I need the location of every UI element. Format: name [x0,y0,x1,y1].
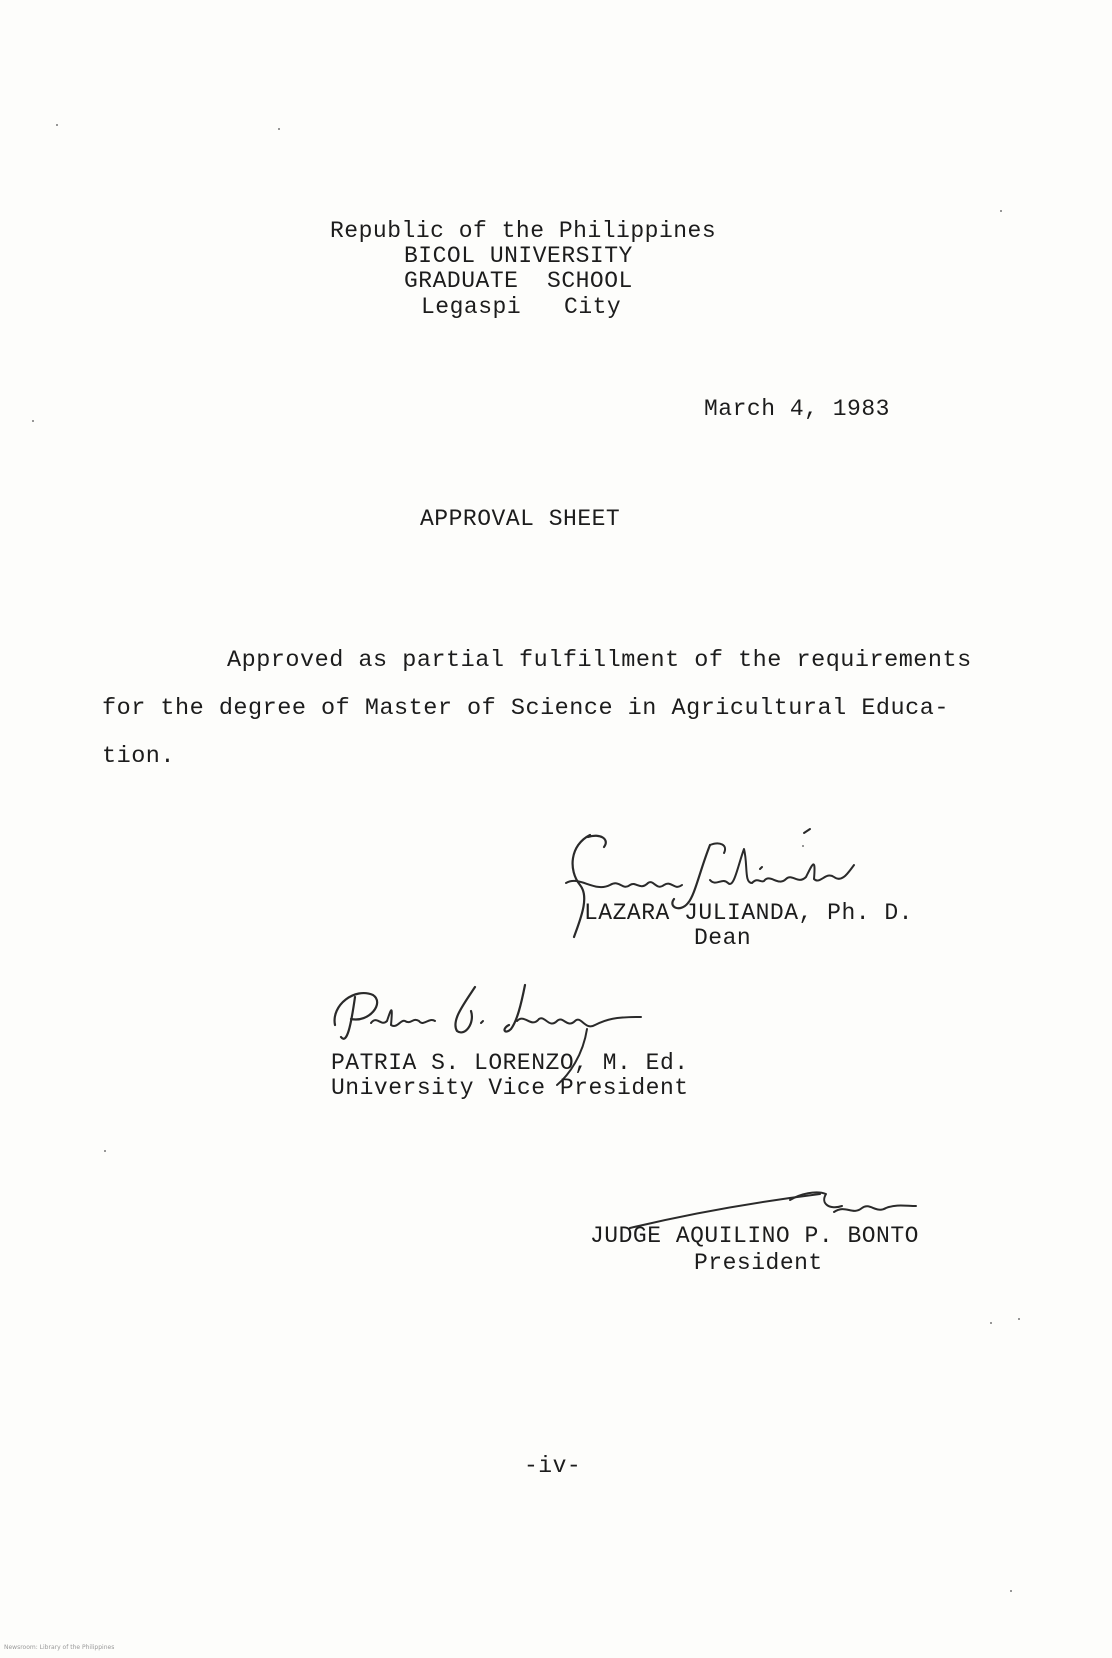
letterhead-line-republic: Republic of the Philippines [330,218,717,244]
scan-speck [990,1322,992,1324]
scan-speck [32,420,34,422]
body-line-1: Approved as partial fulfillment of the requirements [227,647,972,674]
signatory-2-title: University Vice President [331,1075,689,1101]
signatory-1-name: LAZARA JULIANDA, Ph. D. [584,900,913,926]
page-number: -iv- [524,1453,582,1479]
scan-speck [56,124,58,126]
signatory-1-title: Dean [694,925,752,951]
body-line-3: tion. [102,743,176,770]
signatory-3-name: JUDGE AQUILINO P. BONTO [590,1223,919,1249]
scan-speck [1000,210,1002,212]
letterhead-line-university: BICOL UNIVERSITY [404,243,633,269]
scan-speck [1010,1590,1012,1592]
scan-speck [1018,1318,1020,1320]
scan-speck [278,128,280,130]
letterhead-line-school: GRADUATE SCHOOL [404,268,633,294]
letterhead-line-city: Legaspi City [421,294,622,320]
scan-speck [802,845,804,847]
document-date: March 4, 1983 [704,396,890,422]
scan-speck [104,1150,106,1152]
document-heading: APPROVAL SHEET [420,506,621,532]
signatory-2-name: PATRIA S. LORENZO, M. Ed. [331,1050,689,1076]
body-line-2: for the degree of Master of Science in Agricultural Educa- [102,695,949,722]
footer-note: Newsroom: Library of the Philippines [4,1644,115,1651]
signatory-3-title: President [694,1250,823,1276]
